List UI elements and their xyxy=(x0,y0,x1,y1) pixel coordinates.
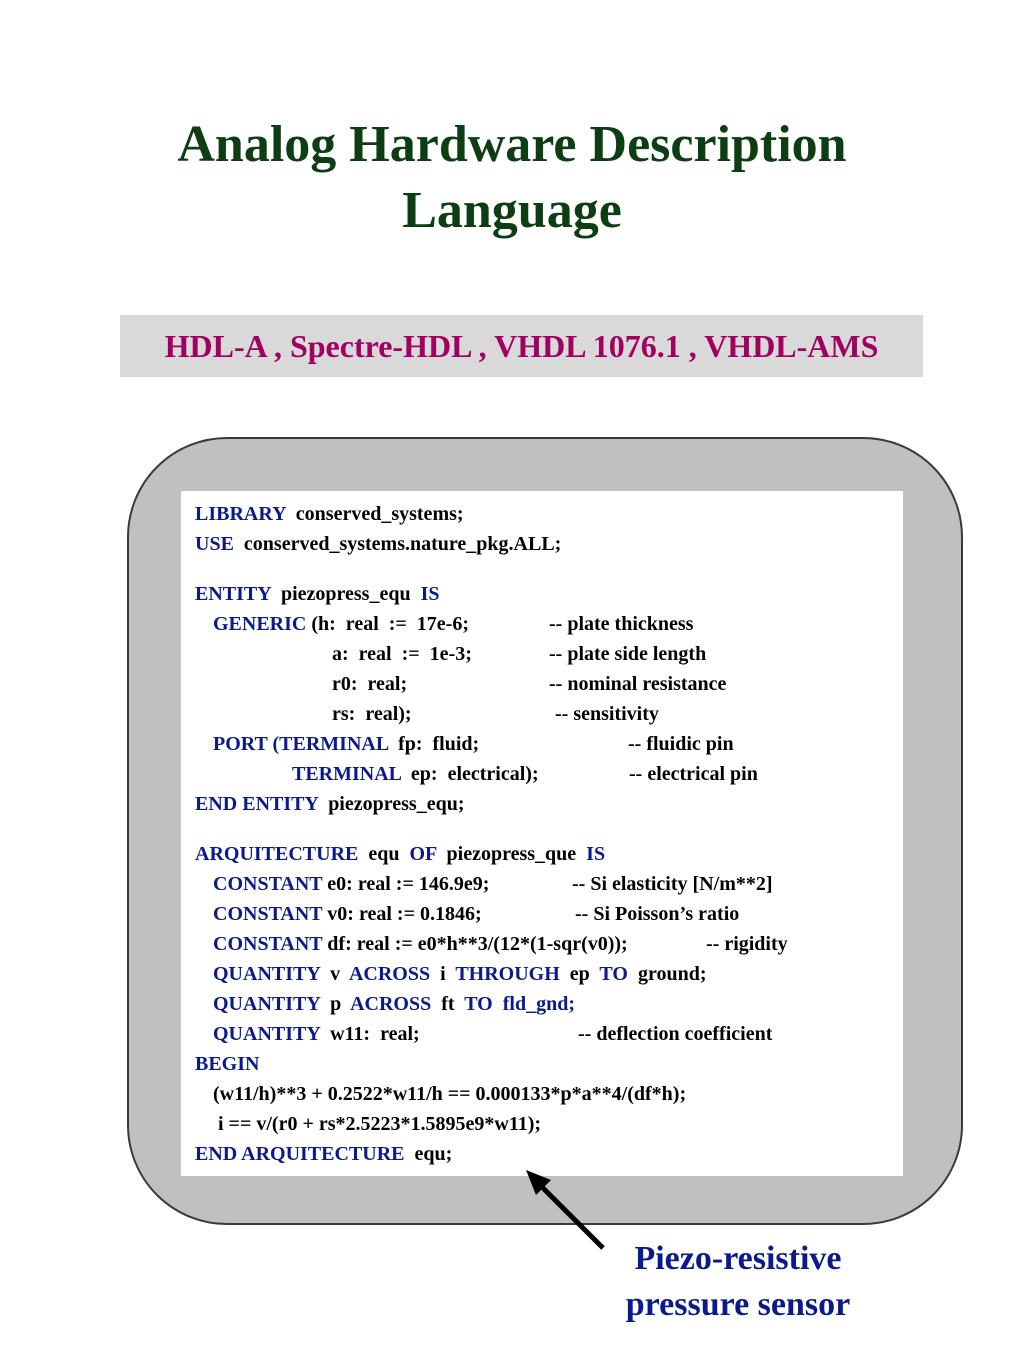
keyword: ACROSS xyxy=(348,963,431,985)
code-text: df: real := e0*h**3/(12*(1-sqr(v0)); xyxy=(327,933,628,955)
keyword: IS xyxy=(586,843,606,865)
keyword: OF xyxy=(409,843,437,865)
keyword: ENTITY xyxy=(195,583,271,605)
code-text: conserved_systems; xyxy=(295,503,464,525)
sensor-caption xyxy=(600,1236,876,1328)
keyword: QUANTITY xyxy=(213,1023,321,1045)
arrow-shaft xyxy=(538,1183,603,1248)
code-text: fp: fluid; xyxy=(398,733,480,755)
code-text: w11: real; xyxy=(330,1023,420,1045)
code-comment: -- plate side length xyxy=(549,643,707,665)
code-text: piezopress_equ xyxy=(280,583,411,605)
keyword: PORT xyxy=(213,733,268,755)
slide-title-line1: Analog Hardware Description xyxy=(177,116,847,173)
keyword: CONSTANT xyxy=(213,873,323,895)
code-text: conserved_systems.nature_pkg.ALL; xyxy=(243,533,562,555)
code-text: piezopress_que xyxy=(446,843,577,865)
code-comment: -- rigidity xyxy=(706,933,788,955)
code-text: v0: real := 0.1846; xyxy=(327,903,482,925)
keyword: GENERIC xyxy=(213,613,307,635)
keyword: TERMINAL xyxy=(279,733,389,755)
code-comment: -- electrical pin xyxy=(629,763,758,785)
code-text: ft xyxy=(441,993,455,1015)
code-text: e0: real := 146.9e9; xyxy=(327,873,490,895)
keyword: THROUGH xyxy=(455,963,560,985)
keyword: IS xyxy=(420,583,440,605)
code-text: ground; xyxy=(637,963,707,985)
keyword: ACROSS xyxy=(350,993,432,1015)
keyword: TO xyxy=(464,993,493,1015)
code-comment: -- Si Poisson’s ratio xyxy=(575,903,740,925)
keyword: fld_gnd; xyxy=(502,993,575,1015)
code-text: ep: electrical); xyxy=(410,763,539,785)
code-comment: -- fluidic pin xyxy=(628,733,734,755)
code-text: equ; xyxy=(414,1143,453,1165)
code-text: i == v/(r0 + rs*2.5223*1.5895e9*w11); xyxy=(218,1113,542,1135)
code-text: v xyxy=(330,963,341,985)
keyword: ARQUITECTURE xyxy=(195,843,359,865)
code-comment: -- deflection coefficient xyxy=(578,1023,773,1045)
code-text: (h: real := 17e-6; xyxy=(311,613,470,635)
caption-line1: Piezo-resistive xyxy=(634,1240,842,1277)
punctuation: ( xyxy=(272,733,280,755)
code-text: (w11/h)**3 + 0.2522*w11/h == 0.000133*p*a**4/(df*h); xyxy=(213,1083,687,1105)
keyword: TO xyxy=(599,963,628,985)
code-text: p xyxy=(330,993,342,1015)
keyword: END ENTITY xyxy=(195,793,319,815)
keyword: BEGIN xyxy=(195,1053,260,1075)
keyword: CONSTANT xyxy=(213,933,323,955)
code-text: ep xyxy=(569,963,590,985)
slide-title-line2: Language xyxy=(402,182,622,239)
keyword: TERMINAL xyxy=(292,763,401,785)
code-text: i xyxy=(440,963,446,985)
code-comment: -- nominal resistance xyxy=(549,673,727,695)
keyword: END ARQUITECTURE xyxy=(195,1143,405,1165)
keyword: CONSTANT xyxy=(213,903,323,925)
code-comment: -- sensitivity xyxy=(555,703,659,725)
code-text: a: real := 1e-3; xyxy=(332,643,472,665)
subtitle-text: HDL-A , Spectre-HDL , VHDL 1076.1 , VHDL-AMS xyxy=(164,327,879,364)
code-comment: -- Si elasticity [N/m**2] xyxy=(572,873,773,895)
code-text: equ xyxy=(368,843,400,865)
code-text: r0: real; xyxy=(332,673,408,695)
keyword: USE xyxy=(195,533,234,555)
code-text: piezopress_equ; xyxy=(328,793,465,815)
code-text: rs: real); xyxy=(332,703,412,725)
keyword: QUANTITY xyxy=(213,963,321,985)
caption-line2: pressure sensor xyxy=(625,1286,851,1323)
code-comment: -- plate thickness xyxy=(549,613,694,635)
keyword: QUANTITY xyxy=(213,993,321,1015)
keyword: LIBRARY xyxy=(195,503,286,525)
